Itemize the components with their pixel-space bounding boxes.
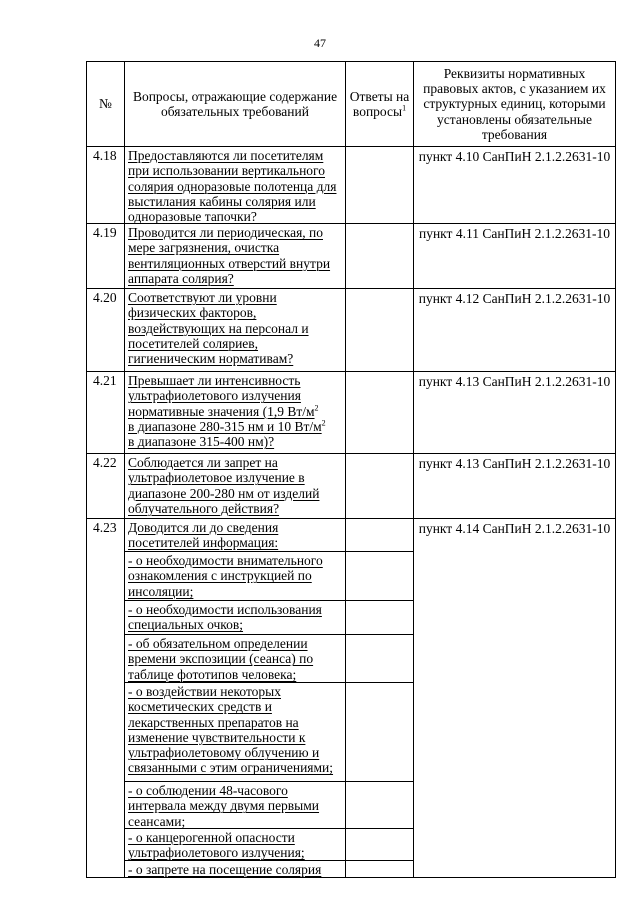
sub-item: - о соблюдении 48-часового интервала между двумя первыми сеансами; (128, 783, 320, 829)
page-number: 47 (314, 36, 326, 50)
row-question: Предоставляются ли посетителям при использовании вертикального солярия одноразовые полотенца для выстилания кабины солярия или одноразовые тапочки? (128, 148, 337, 225)
sub-item: - о необходимости использования специальных очков; (128, 602, 322, 633)
row-number: 4.19 (93, 225, 117, 240)
sub-item: - о запрете на посещение солярия (128, 862, 322, 877)
sub-item: - о канцерогенной опасности ультрафиолетового излучения; (128, 830, 305, 861)
row-number: 4.23 (93, 520, 117, 535)
row-question: Проводится ли периодическая, по мере загрязнения, очистка вентиляционных отверстий внутри аппарата солярия? (128, 225, 331, 286)
sub-item: - об обязательном определении времени экспозиции (сеанса) по таблице фототипов человека; (128, 636, 314, 682)
header-number: № (99, 96, 112, 112)
row-reference: пункт 4.10 СанПиН 2.1.2.2631-10 (418, 149, 611, 164)
row-reference: пункт 4.13 СанПиН 2.1.2.2631-10 (418, 456, 611, 471)
row-reference: пункт 4.14 СанПиН 2.1.2.2631-10 (418, 521, 611, 536)
row-question: Соблюдается ли запрет на ультрафиолетовое излучение в диапазоне 200-280 нм от изделий облучательного действия? (128, 455, 320, 516)
header-requisites: Реквизиты нормативных правовых актов, с указанием их структурных единиц, которыми установлены обязательные требования (423, 65, 606, 142)
header-answer: Ответы на вопросы$^1$ (349, 88, 410, 119)
row-number: 4.20 (93, 290, 117, 305)
row-question: Доводится ли до сведения посетителей информация: (128, 520, 279, 551)
row-number: 4.22 (93, 455, 117, 470)
footnote-marker: 1 (402, 103, 407, 113)
row-number: 4.21 (93, 373, 117, 388)
row-number: 4.18 (93, 148, 117, 163)
row-reference: пункт 4.13 СанПиН 2.1.2.2631-10 (418, 374, 611, 389)
sub-item: - о необходимости внимательного ознакомления с инструкцией по инсоляции; (128, 553, 323, 599)
row-question: Превышает ли интенсивность ультрафиолетового излучения нормативные значения (1,9 $Вт/м^2$ в диапазоне 280-315 нм и 10 $Вт/м^2$ в диапазоне 315-400 нм)? (128, 373, 326, 450)
row-question: Соответствуют ли уровни физических факторов, воздействующих на персонал и посетителей соляриев, гигиеническим нормативам? (128, 290, 309, 367)
sub-item: - о воздействии некоторых косметических средств и лекарственных препаратов на изменение чувствительности к ультрафиолетовому облучению и связанными с этим ограничениями; (128, 684, 334, 776)
header-question: Вопросы, отражающие содержание обязательных требований (132, 88, 338, 119)
row-reference: пункт 4.11 СанПиН 2.1.2.2631-10 (418, 226, 611, 241)
requirements-table (86, 61, 616, 878)
row-reference: пункт 4.12 СанПиН 2.1.2.2631-10 (418, 291, 611, 306)
